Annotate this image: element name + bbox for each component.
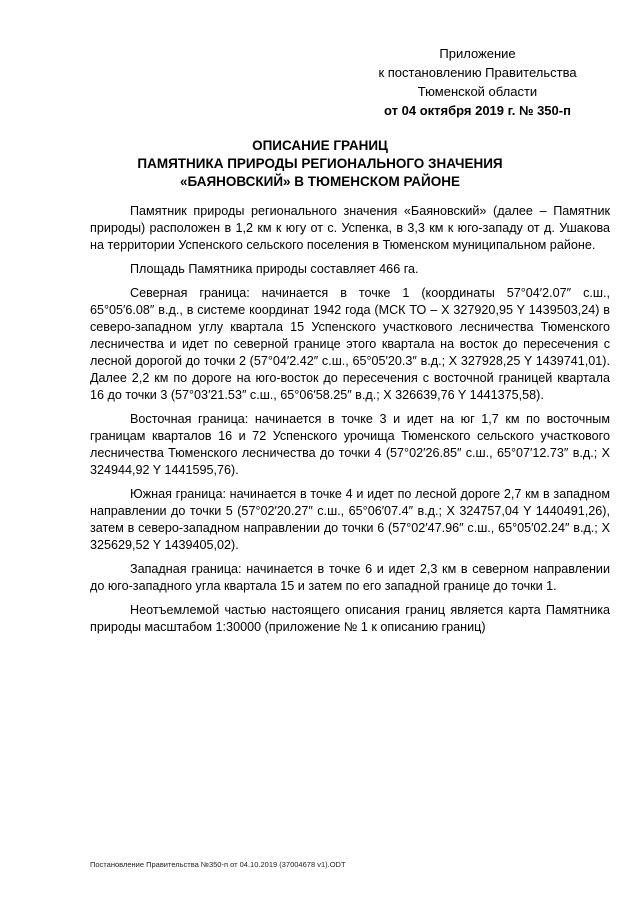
document-title — [90, 137, 550, 191]
title-line-2: ПАМЯТНИКА ПРИРОДЫ РЕГИОНАЛЬНОГО ЗНАЧЕНИЯ — [137, 156, 503, 171]
paragraph-south-border: Южная граница: начинается в точке 4 и идет по лесной дороге 2,7 км в западном направлении до точки 5 (57°02′20.27″ с.ш., 65°06′07.4″ в.д.; X 324757,04 Y 1440491,26), затем в северо-западном направлении до точки 6 (57°02′47.96″ с.ш., 65°05′02.24″ в.д.; X 325629,52 Y 1439405,02). — [90, 487, 610, 552]
appendix-region: Тюменской области — [417, 84, 538, 99]
paragraph-map-reference: Неотъемлемой частью настоящего описания границ является карта Памятника природы масштабом 1:30000 (приложение № 1 к описанию границ) — [90, 603, 610, 634]
paragraph-area: Площадь Памятника природы составляет 466 га. — [130, 262, 419, 276]
paragraph-east-border: Восточная граница: начинается в точке 3 и идет на юг 1,7 км по восточным границам кварталов 16 и 72 Успенского урочища Тюменского сельского участкового лесничества Тюменского лесничества до точки 4 (57°02′26.85″ с.ш., 65°07′12.73″ в.д.; X 324944,92 Y 1441595,76). — [90, 412, 610, 477]
appendix-label: Приложение — [439, 46, 516, 61]
appendix-date-number: от 04 октября 2019 г. № 350-п — [384, 103, 571, 118]
paragraph-north-border: Северная граница: начинается в точке 1 (координаты 57°04′2.07″ с.ш., 65°05′6.08″ в.д., в системе координат 1942 года (МСК ТО – X 327920,95 Y 1439503,24) в северо-западном углу квартала 15 Успенского участкового лесничества Тюменского лесничества и идет по северной границе этого квартала на восток до пересечения с лесной дорогой до точки 2 (57°04′2.42″ с.ш., 65°05′20.3″ в.д.; X 327928,25 Y 1439741,01). Далее 2,2 км по дороге на юго-восток до пересечения с восточной границей квартала 16 до точки 3 (57°03′21.53″ с.ш., 65°06′58.25″ в.д.; X 326639,76 Y 1441375,58). — [90, 286, 610, 402]
document-body — [90, 203, 610, 643]
appendix-resolution: к постановлению Правительства — [378, 65, 577, 80]
paragraph-west-border: Западная граница: начинается в точке 6 и идет 2,3 км в северном направлении до юго-западного угла квартала 15 и затем по его западной границе до точки 1. — [90, 562, 610, 593]
file-footer: Постановление Правительства №350-п от 04.10.2019 (37004678 v1).ODT — [90, 860, 346, 869]
title-line-1: ОПИСАНИЕ ГРАНИЦ — [252, 138, 388, 153]
title-line-3: «БАЯНОВСКИЙ» В ТЮМЕНСКОМ РАЙОНЕ — [180, 174, 460, 189]
appendix-header — [360, 44, 595, 120]
paragraph-location: Памятник природы регионального значения «Баяновский» (далее – Памятник природы) расположен в 1,2 км к югу от с. Успенка, в 3,3 км к юго-западу от д. Ушакова на территории Успенского сельского поселения в Тюменском муниципальном районе. — [90, 204, 610, 252]
